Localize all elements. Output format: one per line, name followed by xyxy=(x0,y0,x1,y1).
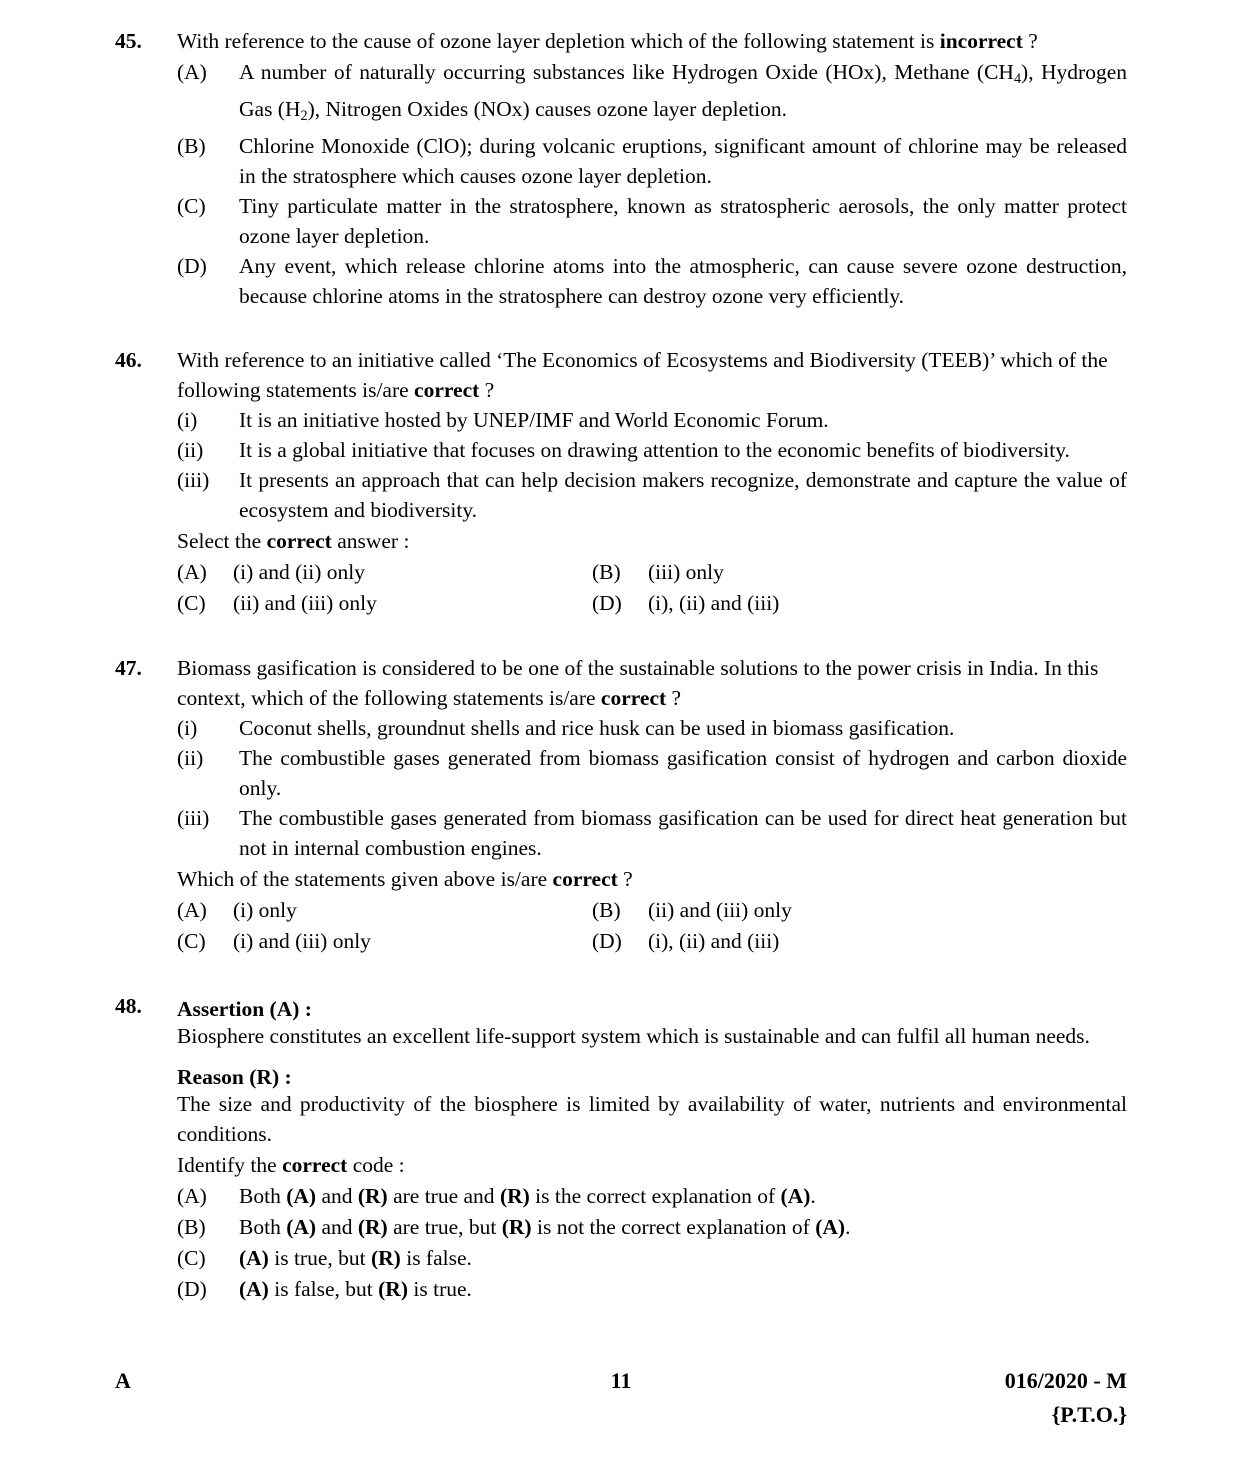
answer-line xyxy=(177,557,1127,588)
q47-select-bold: correct xyxy=(552,866,618,891)
answer-label-d: (D) xyxy=(177,1276,207,1301)
answer-label-d: (D) xyxy=(592,590,622,615)
footer-series: A xyxy=(115,1368,131,1393)
option-row[interactable] xyxy=(177,191,1127,251)
question-number-48: 48. xyxy=(115,993,142,1018)
answer-option-c[interactable] xyxy=(177,1243,1127,1274)
question-block-45 xyxy=(115,26,1127,311)
q46-stem-pre: With reference to an initiative called ‘The Economics of Ecosystems and Biodiversity (TEEB)’ which of the following statements is/are xyxy=(177,347,1108,402)
answer-label-c: (C) xyxy=(177,1245,206,1270)
q47-select-post: ? xyxy=(617,866,633,891)
statement-label-ii: (ii) xyxy=(177,745,204,770)
q47-select-pre: Which of the statements given above is/are xyxy=(177,866,553,891)
answer-option-c[interactable] xyxy=(177,588,592,619)
option-text-a: A number of naturally occurring substances like Hydrogen Oxide (HOx), Methane $(CH_4)$, Hydrogen Gas $(H_2)$, Nitrogen Oxides (NOx) causes ozone layer depletion. xyxy=(239,60,1127,124)
statement-row xyxy=(177,803,1127,863)
answer-label-c: (C) xyxy=(177,590,206,615)
option-text-b: Chlorine Monoxide (ClO); during volcanic eruptions, significant amount of chlorine may be released in the stratosphere which causes ozone layer depletion. xyxy=(239,133,1127,188)
option-label-b: (B) xyxy=(177,133,206,158)
answer-label-a: (A) xyxy=(177,1183,207,1208)
reason-inner xyxy=(177,1062,1127,1149)
answer-option-a[interactable] xyxy=(177,895,592,926)
answer-option-d[interactable] xyxy=(592,926,779,957)
answer-label-b: (B) xyxy=(592,897,621,922)
question-number-45: 45. xyxy=(115,29,142,53)
q46-stem-bold: correct xyxy=(414,377,480,402)
option-row[interactable] xyxy=(177,57,1127,131)
assertion-label: Assertion (A) : xyxy=(177,996,312,1021)
footer-paper-code: 016/2020 - M xyxy=(1004,1368,1127,1393)
question-47-statements xyxy=(115,713,1127,863)
answer-line xyxy=(177,895,1127,926)
answer-option-a[interactable] xyxy=(177,557,592,588)
question-48-assertion-row xyxy=(115,991,1127,1051)
q45-stem-pre: With reference to the cause of ozone layer depletion which of the following statement is xyxy=(177,29,940,53)
statement-text-i: It is an initiative hosted by UNEP/IMF and World Economic Forum. xyxy=(239,407,829,432)
statement-text-ii: The combustible gases generated from biomass gasification consist of hydrogen and carbon dioxide only. xyxy=(239,745,1127,800)
q47-stem-post: ? xyxy=(666,685,682,710)
answer-option-b[interactable] xyxy=(592,557,724,588)
q48-select-bold: correct xyxy=(282,1152,348,1177)
statement-row xyxy=(177,713,1127,743)
option-row[interactable] xyxy=(177,131,1127,191)
answer-label-a: (A) xyxy=(177,897,207,922)
page-footer xyxy=(115,1368,1127,1427)
question-content xyxy=(115,26,1127,1305)
statement-row xyxy=(177,435,1127,465)
question-48-select-line xyxy=(115,1150,1127,1180)
answer-option-d[interactable] xyxy=(592,588,779,619)
statement-text-ii: It is a global initiative that focuses on drawing attention to the economic benefits of biodiversity. xyxy=(239,437,1070,462)
question-46-answers xyxy=(115,557,1127,619)
statement-label-iii: (iii) xyxy=(177,805,210,830)
q48-select-pre: Identify the xyxy=(177,1152,283,1177)
statement-row xyxy=(177,405,1127,435)
option-row[interactable] xyxy=(177,251,1127,311)
q45-stem-bold: incorrect xyxy=(939,29,1023,53)
statement-label-iii: (iii) xyxy=(177,467,210,492)
answer-option-a[interactable] xyxy=(177,1181,1127,1212)
question-47-stem xyxy=(177,656,1098,710)
answer-text-a: (i) and (ii) only xyxy=(233,559,365,584)
q45-stem-post: ? xyxy=(1022,29,1038,53)
question-block-48 xyxy=(115,991,1127,1305)
answer-text-b: (ii) and (iii) only xyxy=(648,897,792,922)
answer-option-b[interactable] xyxy=(592,895,792,926)
answer-text-c: (A) is true, but (R) is false. xyxy=(239,1245,472,1270)
assertion-inner xyxy=(177,994,1127,1051)
q46-stem-post: ? xyxy=(479,377,495,402)
answer-option-b[interactable] xyxy=(177,1212,1127,1243)
answer-option-c[interactable] xyxy=(177,926,592,957)
question-46-head xyxy=(115,345,1127,405)
option-label-d: (D) xyxy=(177,253,207,278)
answer-text-c: (ii) and (iii) only xyxy=(233,590,377,615)
answer-line xyxy=(177,588,1127,619)
footer-pto: {P.T.O.} xyxy=(1051,1402,1127,1427)
q48-select-post: code : xyxy=(347,1152,405,1177)
question-45-options xyxy=(115,57,1127,311)
q46-select-pre: Select the xyxy=(177,528,267,553)
answer-label-d: (D) xyxy=(592,928,622,953)
answer-option-d[interactable] xyxy=(177,1274,1127,1305)
reason-label: Reason (R) : xyxy=(177,1064,292,1089)
option-text-d: Any event, which release chlorine atoms into the atmospheric, can cause severe ozone destruction, because chlorine atoms in the stratosphere can destroy ozone very efficiently. xyxy=(239,253,1127,308)
question-47-head xyxy=(115,653,1127,713)
footer-page-number: 11 xyxy=(610,1368,632,1393)
q47-stem-pre: Biomass gasification is considered to be one of the sustainable solutions to the power crisis in India. In this context, which of the following statements is/are xyxy=(177,655,1099,710)
question-45-stem xyxy=(177,29,1038,53)
question-46-select-line xyxy=(115,526,1127,556)
question-block-46 xyxy=(115,345,1127,619)
statement-row xyxy=(177,465,1127,525)
option-label-c: (C) xyxy=(177,193,206,218)
q47-stem-bold: correct xyxy=(600,685,667,710)
answer-label-a: (A) xyxy=(177,559,207,584)
answer-text-b: Both (A) and (R) are true, but (R) is not the correct explanation of (A). xyxy=(239,1214,851,1239)
statement-text-i: Coconut shells, groundnut shells and rice husk can be used in biomass gasification. xyxy=(239,715,955,740)
answer-text-a: (i) only xyxy=(233,897,297,922)
question-47-answers xyxy=(115,895,1127,957)
answer-text-b: (iii) only xyxy=(648,559,724,584)
answer-label-b: (B) xyxy=(592,559,621,584)
question-number-46: 46. xyxy=(115,347,142,372)
statement-label-i: (i) xyxy=(177,715,198,740)
q46-select-post: answer : xyxy=(331,528,410,553)
question-46-stem xyxy=(177,348,1108,402)
statement-text-iii: It presents an approach that can help decision makers recognize, demonstrate and capture the value of ecosystem and biodiversity. xyxy=(239,467,1127,522)
statement-text-iii: The combustible gases generated from biomass gasification can be used for direct heat generation but not in internal combustion engines. xyxy=(239,805,1127,860)
question-47-select-line xyxy=(115,864,1127,894)
footer-row xyxy=(115,1368,1127,1427)
assertion-reason-gap xyxy=(115,1051,1127,1059)
question-48-reason-row xyxy=(115,1059,1127,1149)
statement-row xyxy=(177,743,1127,803)
q46-select-bold: correct xyxy=(266,528,332,553)
answer-label-b: (B) xyxy=(177,1214,206,1239)
answer-text-d: (i), (ii) and (iii) xyxy=(648,928,780,953)
question-block-47 xyxy=(115,653,1127,957)
assertion-text: Biosphere constitutes an excellent life-support system which is sustainable and can fulfil all human needs. xyxy=(177,1023,1090,1048)
answer-text-a: Both (A) and (R) are true and (R) is the correct explanation of (A). xyxy=(239,1183,816,1208)
question-48-answers xyxy=(115,1181,1127,1305)
answer-text-c: (i) and (iii) only xyxy=(233,928,371,953)
answer-label-c: (C) xyxy=(177,928,206,953)
reason-text: The size and productivity of the biosphere is limited by availability of water, nutrients and environmental conditions. xyxy=(177,1091,1127,1146)
answer-text-d: (i), (ii) and (iii) xyxy=(648,590,780,615)
answer-text-d: (A) is false, but (R) is true. xyxy=(239,1276,472,1301)
statement-label-ii: (ii) xyxy=(177,437,204,462)
statement-label-i: (i) xyxy=(177,407,198,432)
option-text-c: Tiny particulate matter in the stratosphere, known as stratospheric aerosols, the only matter protect ozone layer depletion. xyxy=(239,193,1127,248)
option-label-a: (A) xyxy=(177,60,207,84)
question-45-head xyxy=(115,26,1127,56)
question-46-statements xyxy=(115,405,1127,525)
answer-line xyxy=(177,926,1127,957)
question-number-47: 47. xyxy=(115,655,142,680)
